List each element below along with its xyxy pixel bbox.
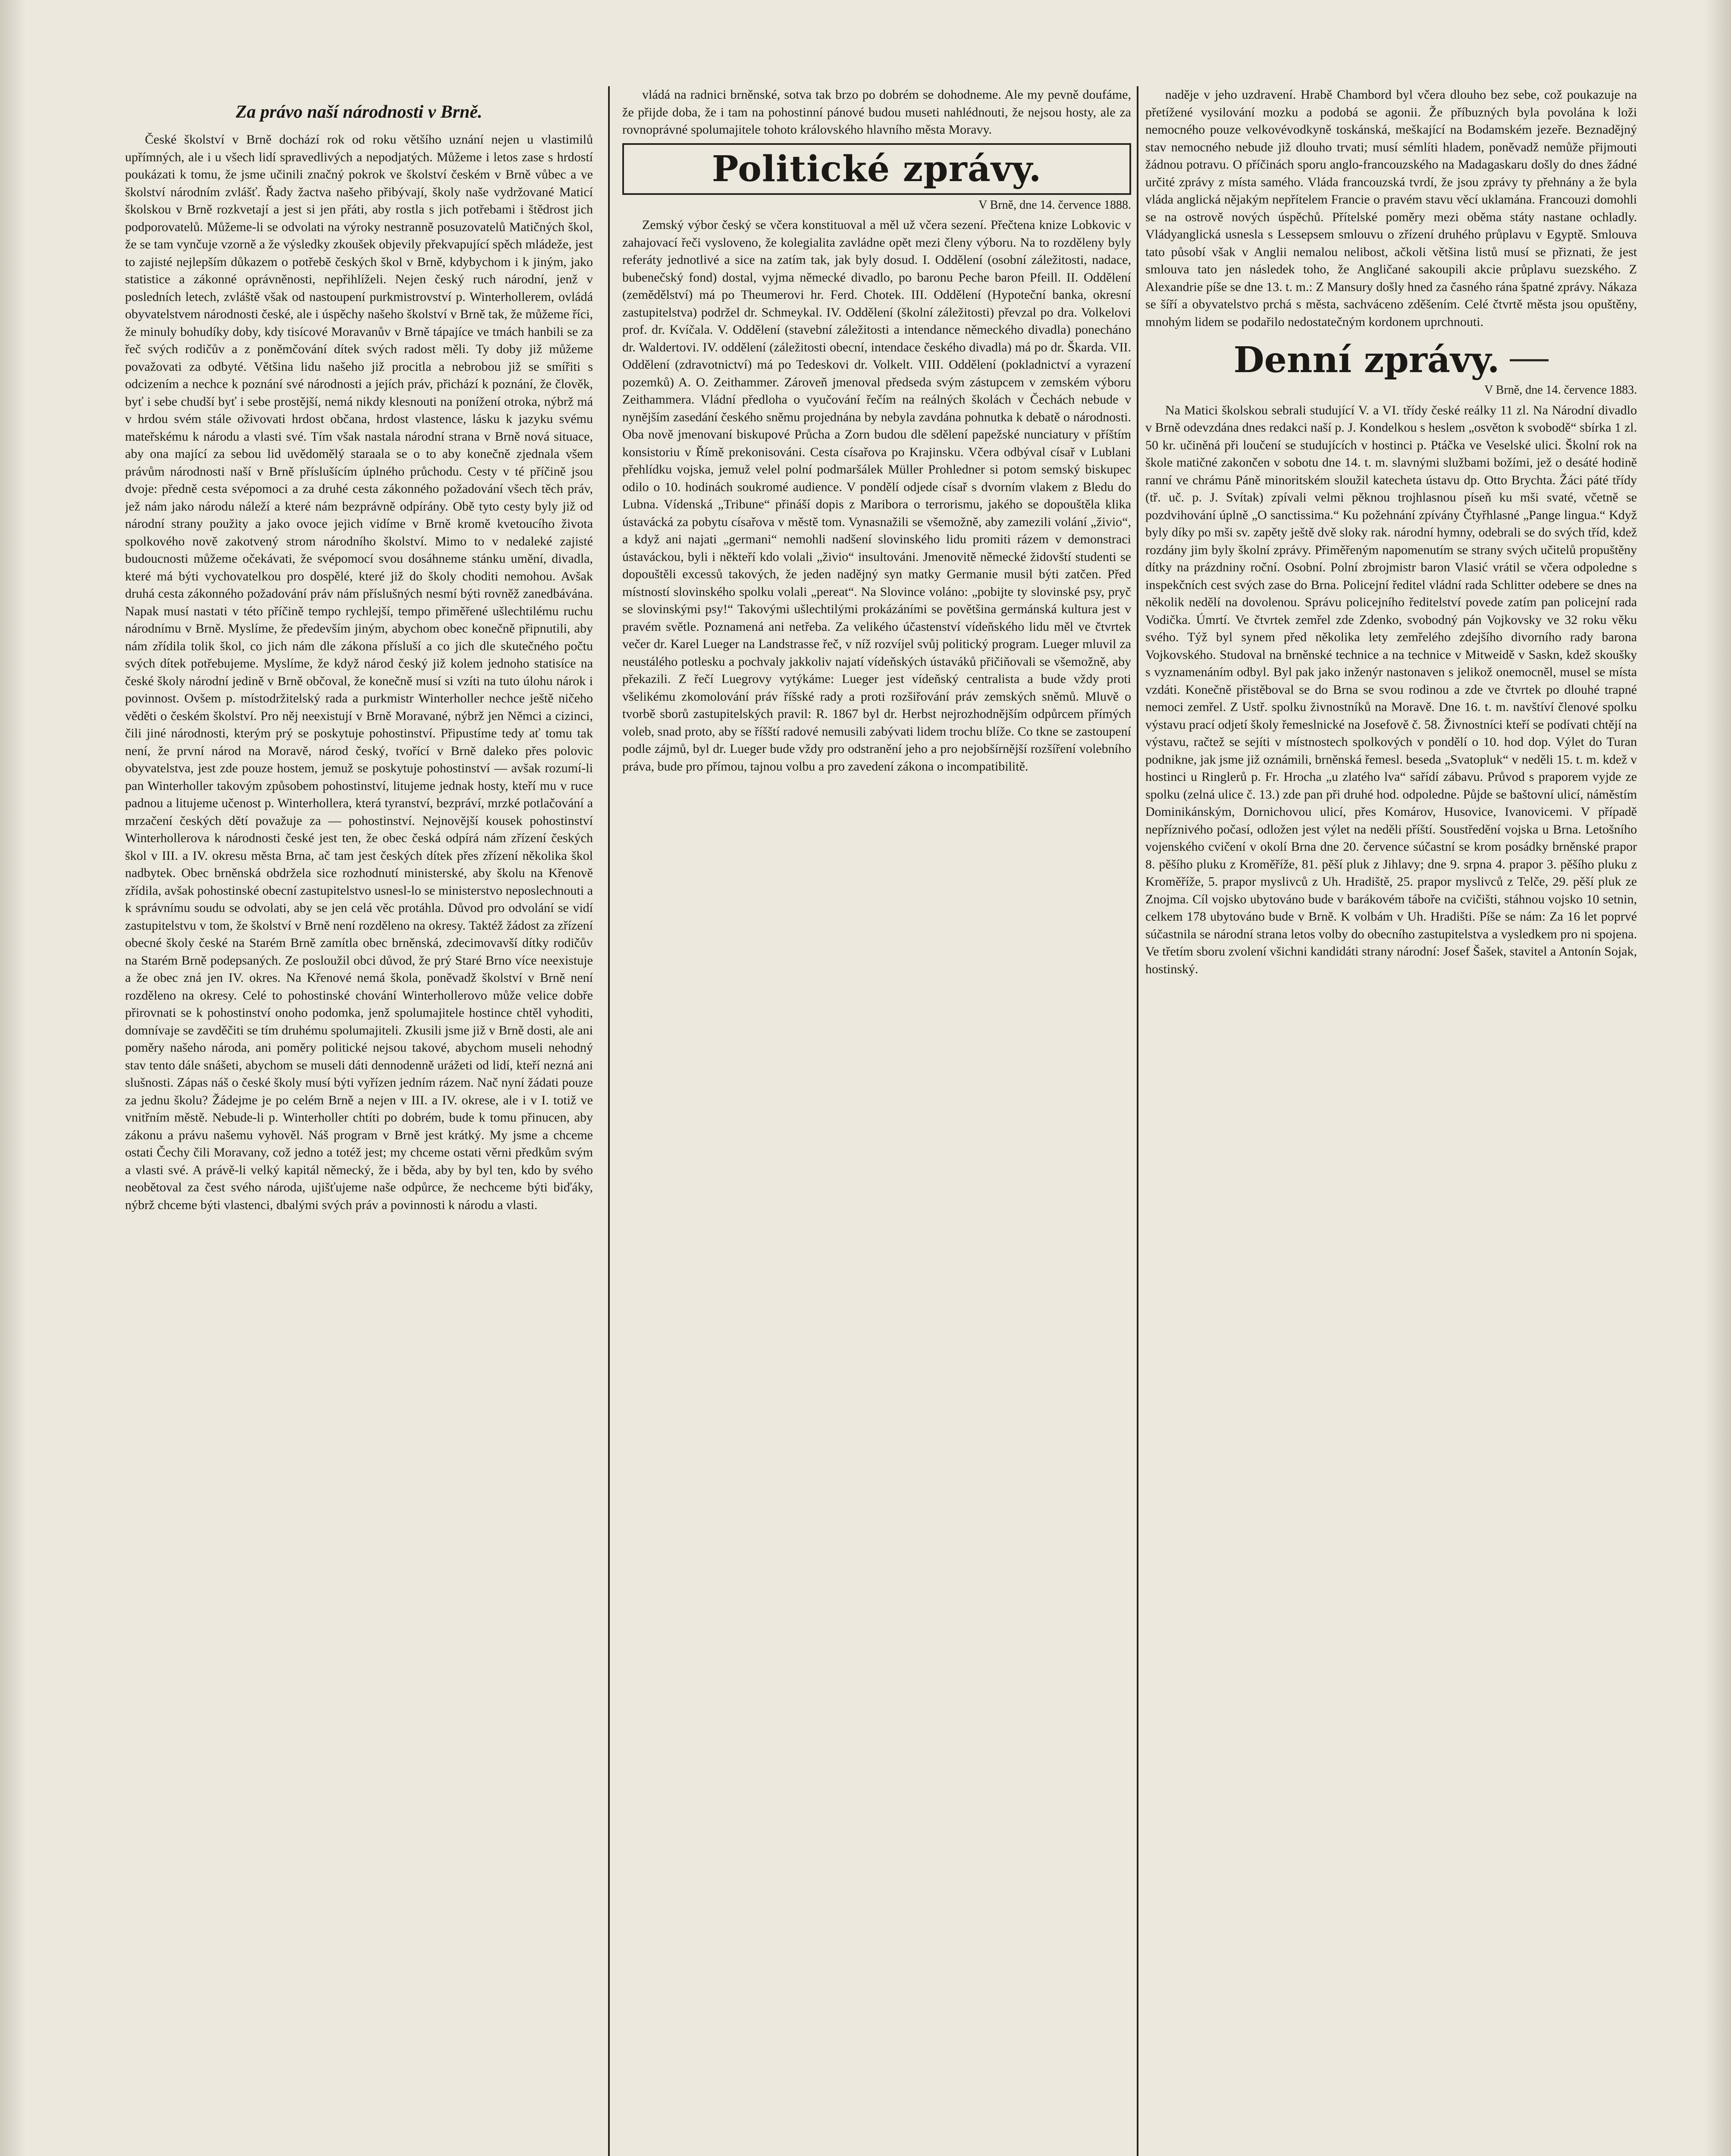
article-continuation: naděje v jeho uzdravení. Hrabě Chambord byl včera dlouho bez sebe, což poukazuje na přetížené vysilování mozku a podobá se agonii. Že příbuzných byla povolána k loži nemocného pouze velkovévodkyně toskánská, meškající na Bodamském jezeře. Beznadějný stav nemocného nebude již dlouho trvati; musí sémlíti hladem, poněvadž nemůže přijmouti žádnou potravu. O příčinách sporu anglo-francouzského na Madagaskaru došly do dnes žádné určité zprávy z místa samého. Vláda francouzská tvrdí, že jsou zprávy ty přehnány a že byla vláda anglická nějakým nepřítelem Francie o pravém stavu věcí uklamána. Francouzi domohli se na ostrově nových úspěchů. Přítelské poměry mezi oběma státy nastane ochladly. Vládyanglická usnesla s Lessepsem smlouvu o zřízení druhého průplavu v Egyptě. Smlouva tato působí však v Anglii nemalou nelibost, ačkoli většina listů musí se přiznati, že jest smlouva tato jen následek toho, že Angličané sakoupili akcie průplavu suezského. Z Alexandrie píše se dne 13. t. m.: Z Mansury došly hned za časného rána špatné zprávy. Nákaza se šíří a obyvatelstvo prchá s města, sachváceno zděšením. Celé čtvrtě města jsou opuštěny, mnohým lidem se podařilo nedostatečným kordonem uprchnouti. <box>1145 88 1637 329</box>
right-column <box>1145 86 1637 2156</box>
page-edge-right <box>1705 0 1731 2156</box>
section-dateline: V Brně, dne 14. července 1883. <box>1484 383 1637 397</box>
left-column <box>125 99 593 2156</box>
header-dash <box>1510 359 1549 361</box>
article-headline: Za právo naší národnosti v Brně. <box>235 102 483 122</box>
article-body: České školství v Brně dochází rok od roku většího uznání nejen u vlastimilů upřímných, ale i u všech lidí spravedlivých a nepodjatých. Můžeme i letos zase s hrdostí poukázati k tomu, že jsme učinili značný pokrok ve školství českém v Brně vůbec a ve školství národním zvlášť. Řady žactva našeho přibývají, školy naše vydržované Maticí školskou v Brně rozkvetají a jest si jen přáti, aby rostla s jich potřebami i štědrost jich podporovatelů. Můžeme-li se odvolati na výroky nestranně posuzovatelů Matičných škol, že se tam vynčuje vzorně a že výsledky zkoušek objevily překvapující spěch mládeže, jest to zajisté nejlepším důkazem o potřebě českých škol v Brně, kdybychom i k jiným, jako statistice a zákonné oprávněnosti, nepřihlíželi. Nejen český ruch národní, jenž v posledních letech, zvláště však od nastoupení purkmistrovství p. Winterhollerem, ovládá obyvatelstvem národnosti české, ale i úspěchy našeho školství v Brně tak, že můžeme říci, že minuly bohudíky doby, kdy tisícové Moravanův v Brně tápajíce ve tmách hanbili se za řeč svých rodičův a z poněmčování dítek svých radost měli. Ty doby již můžeme považovati za odbyté. Většina lidu našeho již procitla a nebrobou již se smířiti s odcizením a nechce k poznání své národnosti a jejích práv, přichází k poznání, že člověk, byť i sebe chudší byť i sebe prostější, nemá nikdy klesnouti na ponížení otroka, nýbrž má v hrdou svém stále oživovati hrdost občana, hrdost vlastence, lásku k jazyku svému mateřskému k národu a vlasti své. Tím však nastala národní strana v Brně nová situace, aby ona mající za sebou lid uvědomělý staraala se o to aby konečně zjednala všem právům národnosti naší v Brně příslušícím úplného průchodu. Cesty v té příčině jsou dvoje: předně cesta svépomoci a za druhé cesta zákonného požadování všech těch práv, jež nám jako národu náleží a které nám bezprávně odpírány. Obě tyto cesty byly již od národní strany použity a jako ovoce jejich vidíme v Brně kromě kvetoucího života spolkového nově zakotvený strom národního školství. Mimo to v nedaleké zajisté budoucnosti můžeme očekávati, že svépomocí svou dosáhneme stánku umění, divadla, které má býti vychovatelkou pro dospělé, které již do školy choditi nemohou. Avšak druhá cesta zákonného požadování práv nám příslušných nesmí býti rovněž zanedbávána. Napak musí nastati v této příčině tempo rychlejší, tempo přiměřené ušlechtilému ruchu národnímu v Brně. Myslíme, že především jiným, abychom obec konečně připnutili, aby nám zřídila tolik škol, co jich nám dle zákona přísluší a co jich dle skutečného počtu svých dítek potřebujeme. Myslíme, že když národ český již kolem jednoho statisíce na české školy národní jedině v Brně občoval, že konečně musí si vzíti na tuto úlohu nárok i povinnost. Ovšem p. místodržitelský rada a purkmistr Winterholler nechce ještě ničeho věděti o českém školství. Pro něj neexistují v Brně Moravané, nýbrž jen Němci a cizinci, čili jiné národnosti, kterým prý se poskytuje pohostinství. Připustíme tedy ať tomu tak není, že první národ na Moravě, národ český, tvořící v Brně daleko přes polovic obyvatelstva, jest zde pouze hostem, jemuž se poskytuje pohostinství — avšak rozumí-li pan Winterholler takovým způsobem pohostinství, litujeme jednak hosty, kteří mu v ruce padnou a litujeme učenost p. Winterhollera, která tyranství, bezpráví, mrzké potlačování a mrzačení českých dětí považuje za — pohostinství. Nejnovější kousek pohostinství Winterhollerova k národnosti české jest ten, že obec česká odpírá nám zřízení českých škol v III. a IV. okresu města Brna, ač tam jest českých dítek přes zřízení několika škol nadbytek. Obec brněnská obdržela sice rozhodnutí ministerské, aby školu na Křenově zřídila, avšak pohostinské obecní zastupitelstvo usnesl-lo se ministerstvo neposlechnouti a k správnímu soudu se odvolati, aby se jen celá věc protáhla. Důvod pro odvolání se vidí zastupitelstvu v tom, že školství v Brně není rozděleno na okresy. Taktéž žádost za zřízení obecné školy české na Starém Brně zamítla obec brněnská, zdecimovavší dítky rodičův na Starém Brně podepsaných. Ze posloužil obci důvod, že prý Staré Brno více neexistuje a že obec zná jen IV. okres. Na Křenové nemá škola, poněvadž školství v Brně není rozděleno na okresy. Celé to pohostinské chování Winterhollerovo může velice dobře přirovnati se k pohostinství onoho podomka, jenž spolumajitele hostince chtěl vyhoditi, domnívaje se zavděčiti se tím druhému spolumajiteli. Zkusili jsme již v Brně dosti, ale ani poměry našeho národa, ani poměry politické nejsou takové, abychom museli nehodný stav tento dále snášeti, abychom se museli dáti dennodenně urážeti od lidí, kteří nezná ani slušnosti. Zápas náš o české školy musí býti vyřízen jedním rázem. Nač nyní žádati pouze za jednu školu? Žádejme je po celém Brně a nejen v III. a IV. okrese, ale i v I. totiž ve vnitřním městě. Nebude-li p. Winterholler chtíti po dobrém, bude k tomu přinucen, aby zákonu a právu našemu vyhověl. Náš program v Brně jest krátký. My jsme a chceme ostati Čechy čili Moravany, což jedno a totéž jest; my chceme ostati věrni předkům svým a vlasti své. A právě-li velký kapitál německý, že i běda, aby by byl ten, kdo by svého neobětoval za čest svého národa, ujišťujeme naše odpůrce, že nechceme býti biďáky, nýbrž chceme býti vlastenci, dbalými svých práv a povinnosti k národu a vlasti. <box>125 132 593 1212</box>
section-dateline: V Brně, dne 14. července 1888. <box>978 198 1131 212</box>
column-divider <box>608 86 610 2156</box>
middle-column <box>622 86 1131 2156</box>
section-body: Na Matici školskou sebrali studující V. a VI. třídy české reálky 11 zl. Na Národní divadlo v Brně odevzdána dnes redakci naší p. J. Kondelkou s heslem „osvěton k svobodě“ sbírka 1 zl. 50 kr. učiněná při loučení se studujících v hostinci p. Ptáčka ve Veselské ulici. Školní rok na škole matičné zakončen v sobotu dne 14. t. m. slavnými službami božími, jež o desáté hodině ranní ve chrámu Páně minoritském sloužil katecheta ústavu dp. Otto Brychta. Žáci páté třídy (tř. uč. p. J. Svítak) zpívali velmi pěknou trojhlasnou píseň ku mši svaté, včetně se pozdvihování úplně „O sanctissima.“ Ku požehnání zpívány Čtyřhlasné „Pange lingua.“ Když byly díky po mši sv. zapěty ještě dvě sloky rak. národní hymny, odebrali se do svých tříd, kdež rozdány jim byly školní zprávy. Přiměřeným napomenutím se strany svých učitelů propuštěny dítky na prázdniny roční. Osobní. Polní zbrojmistr baron Vlasić vrátil se včera odpoledne s inspekčních cest svých zase do Brna. Policejní ředitel vládní rada Schlitter odebere se dnes na několik nedělí na dovolenou. Správu policejního ředitelství povede zatím pan policejní rada Vodička. Úmrtí. Ve čtvrtek zemřel zde Zdenko, svobodný pán Vojkovsky ve 32 roku věku svého. Týž byl synem před několika lety zemřelého zdejšího divorního rady barona Vojkovského. Studoval na brněnské technice a na technice v Mitweidě v Saskn, kdež skoušky s vyznamenáním odbyl. Byl pak jako inženýr nastonaven s jelikož onemocněl, musel se místa vzdáti. Konečně přistěboval se do Brna se svou rodinou a zde ve čtvrtek po dlouhé trapné nemoci zemřel. Z Ustř. spolku živnostníků na Moravě. Dne 16. t. m. navštíví členové spolku výstavu prací odjetí školy řemeslnické na Josefově č. 58. Živnostníci kteří se podívati chtějí na výstavu, račtež se sejíti v místnostech spolkových v pondělí o 10. hod dop. Výlet do Turan podnikne, jak jsme již oznámili, brněnská řemesl. beseda „Svatopluk“ v neděli 15. t. m. kdež v hostinci u Ringlerů p. Fr. Hrocha „u zlatého lva“ sařídí zábavu. Průvod s praporem vyjde ze spolku (zelná ulice č. 13.) zde pan při druhé hod. odpoledne. Půjde se baštovní ulicí, náměstím Dominikánským, Dornichovou ulicí, přes Komárov, Husovice, Ivanovicemi. V případě nepříznivého počasí, odložen jest výlet na neděli příští. Soustředění vojska u Brna. Letošního vojenského cvičení v okolí Brna dne 20. července súčastní se krom posádky brněnské prapor 8. pěšího pluku z Kroměříže, 81. pěší pluk z Jihlavy; dne 9. srpna 4. prapor 3. pěšího pluku z Kroměříže, 5. prapor myslivců z Uh. Hradiště, 25. prapor myslivců z Telče, 29. pěší pluk ze Znojma. Cíl vojsko ubytováno bude v barákovém táboře na cvičišti, stáhnou vojsko 10 setnin, celkem 178 ubytováno bude v Brně. K volbám v Uh. Hradišti. Píše se nám: Za 16 let poprvé súčastnila se národní strana letos volby do obecního zastupitelstva a vysledkem pro ni spojena. Ve třetím sboru zvolení všichni kandidáti strany národní: Josef Šašek, stavitel a Antonín Sojak, hostinský. <box>1145 403 1637 976</box>
section-title-politicke: Politické zprávy. <box>712 148 1042 190</box>
section-header-box <box>622 143 1131 195</box>
page-edge-left <box>0 0 26 2156</box>
article-continuation: vládá na radnici brněnské, sotva tak brzo po dobrém se dohodneme. Ale my pevně doufáme, že přijde doba, že i tam na pohostinní pánové budou museti nahlédnouti, že nejsou hosty, ale za rovnoprávné spolumajitele tohoto královského hlavního města Moravy. <box>622 88 1131 137</box>
section-title-denni: Denní zprávy. <box>1233 339 1500 381</box>
column-divider <box>1137 86 1138 2156</box>
section-header <box>1145 339 1637 381</box>
section-body: Zemský výbor český se včera konstituoval a měl už včera sezení. Přečtena knize Lobkovic v zahajovací řeči vysloveno, že kolegialita zavládne opět mezi členy výboru. Na to rozděleny byly referáty jednotlivé a sice na zatím tak, jak byly dosud. I. Oddělení (osobní záležitosti, nadace, bubenečský fond) dostal, vyjma německé divadlo, po baronu Peche baron Pfeill. II. Oddělení (zemědělství) má po Theumerovi hr. Ferd. Chotek. III. Oddělení (Hypoteční banka, okresní zastupitelstva) podržel dr. Schmeykal. IV. Oddělení (školní záležitosti) převzal po dra. Volkelovi prof. dr. Kvíčala. V. Oddělení (stavební záležitosti a intendance německého divadla) ponecháno dr. Waldertovi. IV. oddělení (záležitosti obecní, intendace českého divadla) má po dr. Škarda. VII. Oddělení (zdravotnictví) má po Tedeskovi dr. Volkelt. VIII. Oddělení (pokladnictví a vyrazení pozemků) A. O. Zeithammer. Zároveň jmenoval předseda svým zástupcem v zemském výboru Zeithammera. Vládní předloha o vyučování řečím na reálných školách v Čechách nebude v nynějším zasedání českého sněmu projednána by nebyla zavdána pohnutka k debatě o národnosti. Oba nově jmenovaní biskupové Průcha a Zorn budou dle sdělení papežské nunciatury v příštím konsistoriu v Římě prekonisováni. Cesta císařova po Krajinsku. Včera odbýval císař v Lublani přehlídku vojska, jemuž velel polní podmaršálek Müller Prohledner si potom semský biskupec odilo o 10. hodinách soukromé audience. V pondělí odjede císař s dvorním vlakem z Bledu do Lubna. Vídenská „Tribune“ přináší dopis z Maribora o terrorismu, jakého se dopouštěla klika ústavácká za pobytu císařova v městě tom. Vynasnažili se všemožně, aby zamezili volání „živio“, a když ani najati „germani“ nemohli nadšení slovinského lidu promiti rázem v demonstraci ústaváckou, byli i někteří kdo volali „živio“ insultováni. Jmenovitě německé židovští studenti se dopouštěli excessů takových, že jeden nadějný syn matky Germanie musil býti zatčen. Před místností slovinského spolku volali „pereat“. Na Slovince voláno: „pobijte ty slovinské psy, pryč se slovinskými psy!“ Takovými ušlechtilými prokázáními se povětšina germánská kultura jest v pravém světle. Poznamená ani netřeba. Za velikého účastenství vídeňského lidu měl ve čtvrtek večer dr. Karel Lueger na Landstrasse řeč, v níž rozvíjel svůj politický program. Lueger mluvil za neustálého potlesku a pochvaly jakkoliv najatí vídeňských ústaváků přičiňovali se všemožně, aby překazili. Z řečí Luegrovy vytýkáme: Lueger jest vídeňský centralista a bude vždy proti všelikému zkomolování práv říšské rady a proti rozšiřování práv zemských sněmů. Mluvě o tvorbě sborů zastupitelských pravil: R. 1867 byl dr. Herbst nejrozhodnějším odpůrcem přímých voleb, snad proto, aby se říšští radové nemusili zabývati lidem trochu blíže. Co tkne se zastoupení podle zájmů, byl dr. Lueger bude vždy pro odstranění jeho a pro nejobšírnější rozšíření volebního práva, bude pro přímou, tajnou volbu a pro zavedení zákona o incompatibilitě. <box>622 218 1131 774</box>
